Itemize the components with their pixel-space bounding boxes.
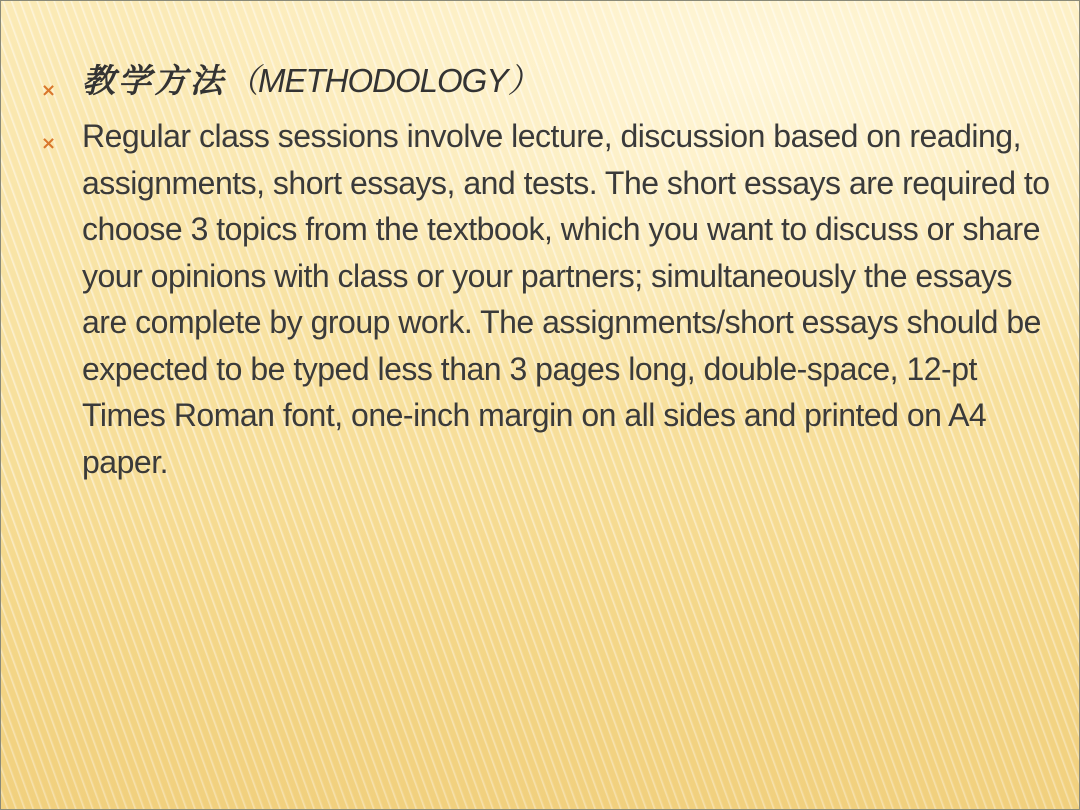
title-english: （METHODOLOGY） — [226, 62, 540, 99]
slide-content — [41, 59, 1051, 485]
title-bullet-item — [41, 59, 1051, 103]
body-paragraph: Regular class sessions involve lecture, discussion based on reading, assignments, short essays, and tests. The short essays are required to choose 3 topics from the textbook, which you want to discuss or share your opinions with class or your partners; simultaneously the essays are complete by group work. The assignments/short essays should be expected to be typed less than 3 pages long, double-space, 12-pt Times Roman font, one-inch margin on all sides and printed on A4 paper. — [82, 118, 1050, 480]
body-bullet-item — [41, 113, 1051, 485]
x-mark-icon: × — [41, 133, 57, 154]
x-mark-icon: × — [41, 80, 57, 101]
title-chinese: 教学方法 — [82, 61, 226, 100]
